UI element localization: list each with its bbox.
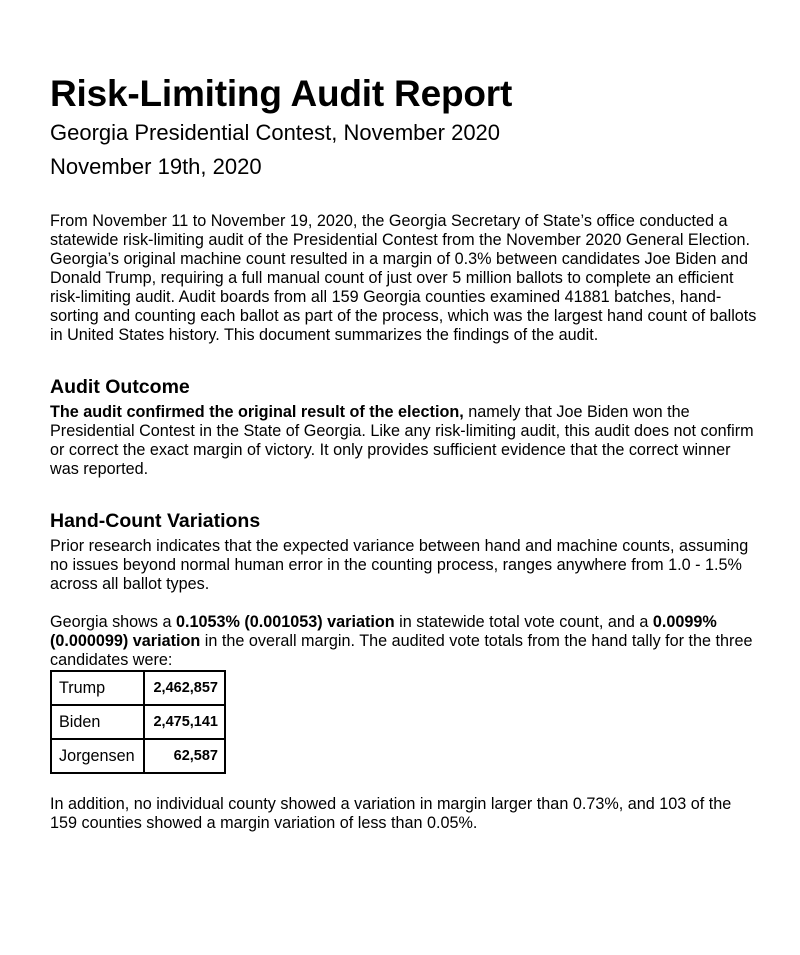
- hand-count-variations-heading: Hand-Count Variations: [50, 510, 261, 532]
- candidate-name: Biden: [51, 705, 144, 739]
- variations-text-part2: in statewide total vote count, and a: [394, 613, 653, 631]
- audit-outcome-paragraph: [50, 403, 762, 479]
- report-title: Risk-Limiting Audit Report: [50, 73, 513, 114]
- candidate-votes: 2,462,857: [144, 671, 225, 705]
- variations-paragraph-2: [50, 613, 762, 670]
- variations-text-part1: Georgia shows a: [50, 613, 176, 631]
- audit-outcome-heading: Audit Outcome: [50, 376, 190, 398]
- variations-text-part3: in the overall margin. The audited vote totals from the hand tally for the three candidates were:: [50, 632, 753, 669]
- table-row: [51, 739, 225, 773]
- table-row: [51, 671, 225, 705]
- audit-outcome-text: namely that Joe Biden won the Presidential Contest in the State of Georgia. Like any risk-limiting audit, this audit does not confirm or correct the exact margin of victory. It only provides sufficient evidence that the correct winner was reported.: [50, 403, 754, 478]
- vote-totals-table: [50, 670, 226, 774]
- margin-variation: 0.0099% (0.000099) variation: [50, 613, 717, 650]
- report-date: November 19th, 2020: [50, 154, 262, 179]
- table-row: [51, 705, 225, 739]
- total-vote-variation: 0.1053% (0.001053) variation: [175, 613, 395, 631]
- candidate-name: Trump: [51, 671, 144, 705]
- candidate-name: Jorgensen: [51, 739, 144, 773]
- report-subtitle: Georgia Presidential Contest, November 2020: [50, 120, 501, 145]
- candidate-votes: 2,475,141: [144, 705, 225, 739]
- report-page: [50, 72, 762, 833]
- variations-paragraph-1: Prior research indicates that the expected variance between hand and machine counts, assuming no issues beyond normal human error in the counting process, ranges anywhere from 1.0 - 1.5% across all ballot types.: [50, 537, 749, 593]
- intro-paragraph: From November 11 to November 19, 2020, the Georgia Secretary of State’s office conducted a statewide risk-limiting audit of the Presidential Contest from the November 2020 General Election. Georgia’s original machine count resulted in a margin of 0.3% between candidates Joe Biden and Donald Trump, requiring a full manual count of just over 5 million ballots to complete an efficient risk-limiting audit. Audit boards from all 159 Georgia counties examined 41881 batches, hand-sorting and counting each ballot as part of the process, which was the largest hand count of ballots in United States history. This document summarizes the findings of the audit.: [50, 212, 757, 344]
- candidate-votes: 62,587: [144, 739, 225, 773]
- closing-paragraph: In addition, no individual county showed a variation in margin larger than 0.73%, and 103 of the 159 counties showed a margin variation of less than 0.05%.: [50, 795, 732, 832]
- audit-outcome-bold-lead: The audit confirmed the original result of the election,: [50, 403, 464, 421]
